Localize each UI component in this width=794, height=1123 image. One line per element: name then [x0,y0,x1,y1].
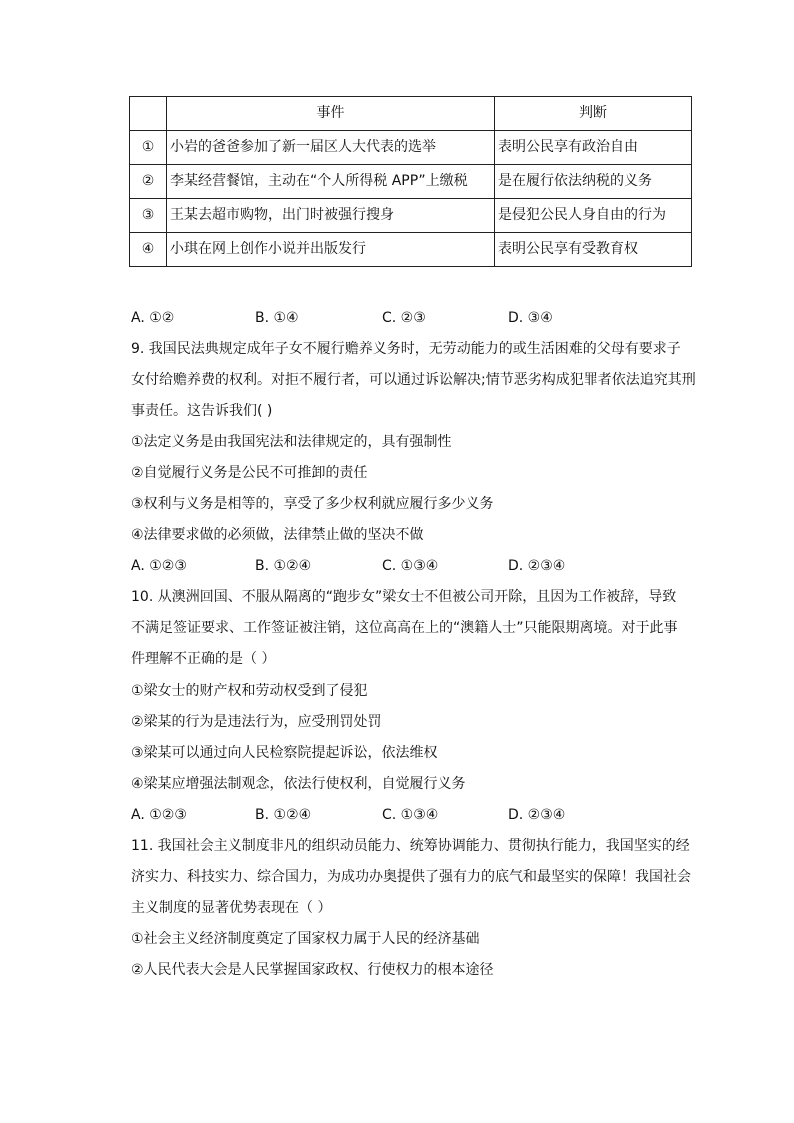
option-a[interactable]: A. ①② [131,310,175,326]
row-event: 小岩的爸爸参加了新一届区人大代表的选举 [167,131,495,165]
q11-stem-line: 主义制度的显著优势表现在（ ） [131,900,332,916]
q9-item: ③权利与义务是相等的，享受了多少权利就应履行多少义务 [131,496,494,512]
q10-stem-line: 不满足签证要求、工作签证被注销，这位高高在上的“澳籍人士”只能限期离境。对于此事 [131,620,678,636]
row-judgment: 是在履行依法纳税的义务 [495,165,692,199]
table-header-num [130,97,167,131]
table-header-judgment: 判断 [495,97,692,131]
option-a[interactable]: A. ①②③ [131,558,187,574]
row-event: 王某去超市购物，出门时被强行搜身 [167,199,495,233]
q9-options [131,556,691,576]
row-number: ③ [130,199,167,233]
option-b[interactable]: B. ①②④ [255,558,312,574]
row-event: 李某经营餐馆，主动在“个人所得税 APP”上缴税 [167,165,495,199]
q10-options [131,805,691,825]
q9-stem-line: 女付给赡养费的权利。对拒不履行者，可以通过诉讼解决;情节恶劣构成犯罪者依法追究其刑 [131,372,696,388]
q10-stem-line: 10. 从澳洲回国、不服从隔离的“跑步女”梁女士不但被公司开除，且因为工作被辞，导致 [131,589,677,605]
row-event: 小琪在网上创作小说并出版发行 [167,233,495,267]
q11-stem-line: 11. 我国社会主义制度非凡的组织动员能力、统筹协调能力、贯彻执行能力，我国坚实的经 [131,838,690,854]
q11-item: ②人民代表大会是人民掌握国家政权、行使权力的根本途径 [131,962,494,978]
option-b[interactable]: B. ①④ [255,310,299,326]
option-c[interactable]: C. ①③④ [382,807,439,823]
option-c[interactable]: C. ①③④ [382,558,439,574]
row-judgment: 表明公民享有政治自由 [495,131,692,165]
q9-stem-line: 9. 我国民法典规定成年子女不履行赡养义务时，无劳动能力的或生活困难的父母有要求子 [131,341,681,357]
q9-item: ④法律要求做的必须做，法律禁止做的坚决不做 [131,527,424,543]
q10-item: ④梁某应增强法制观念，依法行使权利，自觉履行义务 [131,776,466,792]
q10-item: ①梁女士的财产权和劳动权受到了侵犯 [131,683,368,699]
option-c[interactable]: C. ②③ [382,310,426,326]
table-row [130,199,692,233]
q8-options [131,308,691,328]
table-row [130,233,692,267]
option-d[interactable]: D. ③④ [508,310,553,326]
q10-item: ②梁某的行为是违法行为，应受刑罚处罚 [131,714,382,730]
q9-stem-line: 事责任。这告诉我们( ) [131,403,273,419]
q9-item: ②自觉履行义务是公民不可推卸的责任 [131,465,368,481]
table-header-event: 事件 [167,97,495,131]
q9-item: ①法定义务是由我国宪法和法律规定的，具有强制性 [131,434,452,450]
row-judgment: 表明公民享有受教育权 [495,233,692,267]
row-judgment: 是侵犯公民人身自由的行为 [495,199,692,233]
table-row [130,165,692,199]
q10-item: ③梁某可以通过向人民检察院提起诉讼，依法维权 [131,745,438,761]
row-number: ④ [130,233,167,267]
option-b[interactable]: B. ①②④ [255,807,312,823]
row-number: ① [130,131,167,165]
q10-stem-line: 件理解不正确的是（ ） [131,651,276,667]
table-header-row [130,97,692,131]
option-d[interactable]: D. ②③④ [508,558,566,574]
q11-item: ①社会主义经济制度奠定了国家权力属于人民的经济基础 [131,931,480,947]
table-row [130,131,692,165]
option-d[interactable]: D. ②③④ [508,807,566,823]
event-judgment-table [129,96,692,267]
row-number: ② [130,165,167,199]
option-a[interactable]: A. ①②③ [131,807,187,823]
q11-stem-line: 济实力、科技实力、综合国力，为成功办奥提供了强有力的底气和最坚实的保障！我国社会 [131,869,691,885]
